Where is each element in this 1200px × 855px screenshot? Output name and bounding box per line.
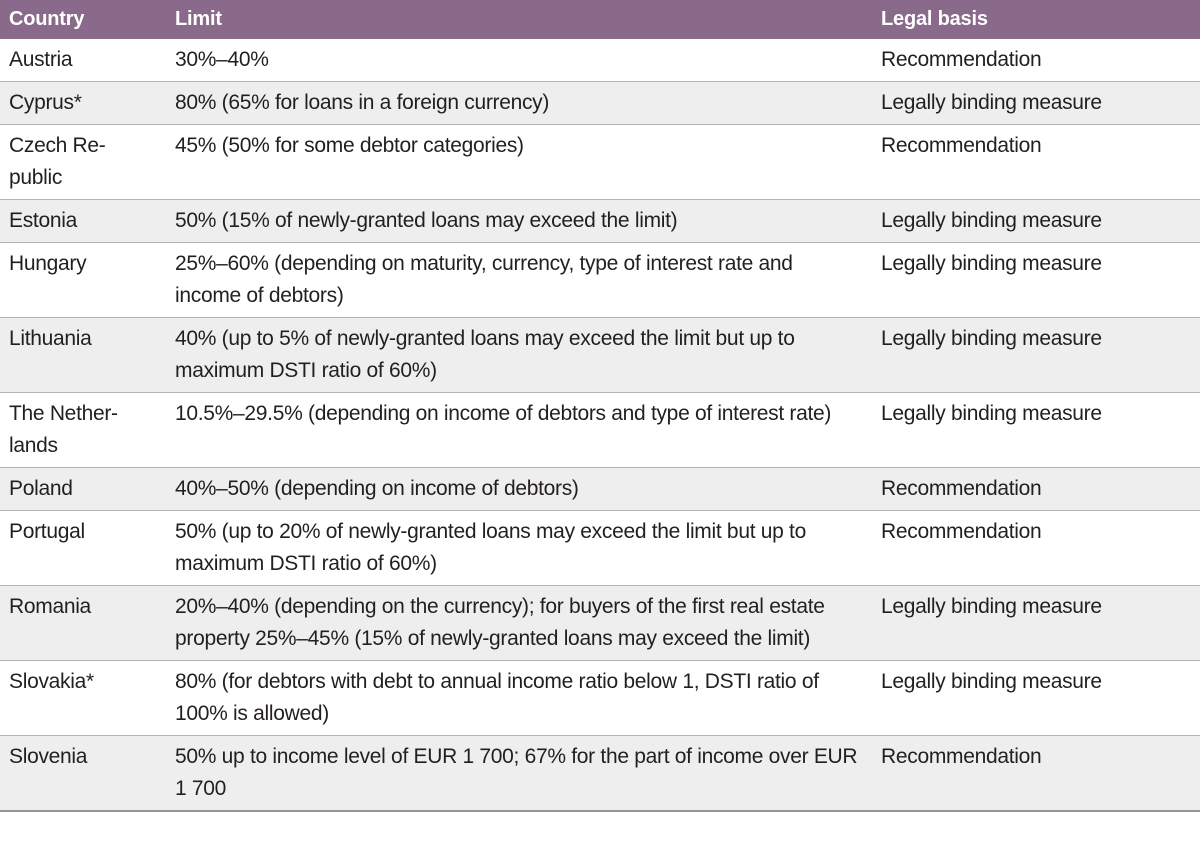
cell-legal-basis: Legally binding measure — [872, 586, 1200, 661]
cell-legal-basis: Recommendation — [872, 736, 1200, 812]
cell-limit: 80% (65% for loans in a foreign currency) — [166, 82, 872, 125]
cell-legal-basis: Recommendation — [872, 125, 1200, 200]
table-header — [0, 0, 1200, 39]
header-limit: Limit — [175, 8, 222, 30]
cell-country: Czech Re-public — [0, 125, 166, 200]
table-row — [0, 393, 1200, 468]
cell-limit: 50% (up to 20% of newly-granted loans may exceed the limit but up to maximum DSTI ratio of 60%) — [166, 511, 872, 586]
table-row — [0, 125, 1200, 200]
table-row — [0, 243, 1200, 318]
table-row — [0, 736, 1200, 812]
cell-country: Cyprus* — [0, 82, 166, 125]
cell-legal-basis: Recommendation — [872, 511, 1200, 586]
cell-country: Slovenia — [0, 736, 166, 812]
cell-legal-basis: Legally binding measure — [872, 200, 1200, 243]
cell-limit: 40%–50% (depending on income of debtors) — [166, 468, 872, 511]
cell-limit: 50% up to income level of EUR 1 700; 67% for the part of income over EUR 1 700 — [166, 736, 872, 812]
cell-limit: 10.5%–29.5% (depending on income of debtors and type of interest rate) — [166, 393, 872, 468]
cell-country: Hungary — [0, 243, 166, 318]
cell-limit: 30%–40% — [166, 39, 872, 82]
cell-legal-basis: Recommendation — [872, 468, 1200, 511]
cell-country: Austria — [0, 39, 166, 82]
cell-country: Lithuania — [0, 318, 166, 393]
cell-country: Poland — [0, 468, 166, 511]
header-country: Country — [9, 8, 85, 30]
cell-country: Romania — [0, 586, 166, 661]
cell-legal-basis: Legally binding measure — [872, 318, 1200, 393]
cell-legal-basis: Legally binding measure — [872, 661, 1200, 736]
cell-legal-basis: Recommendation — [872, 39, 1200, 82]
table-row — [0, 468, 1200, 511]
table-body — [0, 39, 1200, 811]
table-row — [0, 318, 1200, 393]
cell-country: Slovakia* — [0, 661, 166, 736]
cell-country: The Nether-lands — [0, 393, 166, 468]
header-row — [0, 0, 1200, 39]
table-row — [0, 586, 1200, 661]
table-row — [0, 661, 1200, 736]
cell-limit: 50% (15% of newly-granted loans may exceed the limit) — [166, 200, 872, 243]
cell-country: Estonia — [0, 200, 166, 243]
cell-legal-basis: Legally binding measure — [872, 243, 1200, 318]
header-legal-basis: Legal basis — [881, 8, 988, 30]
cell-legal-basis: Legally binding measure — [872, 82, 1200, 125]
cell-limit: 40% (up to 5% of newly-granted loans may exceed the limit but up to maximum DSTI ratio of 60%) — [166, 318, 872, 393]
cell-limit: 25%–60% (depending on maturity, currency, type of interest rate and income of debtors) — [166, 243, 872, 318]
table-row — [0, 39, 1200, 82]
cell-limit: 45% (50% for some debtor categories) — [166, 125, 872, 200]
table-row — [0, 82, 1200, 125]
cell-legal-basis: Legally binding measure — [872, 393, 1200, 468]
cell-country: Portugal — [0, 511, 166, 586]
cell-limit: 80% (for debtors with debt to annual income ratio below 1, DSTI ratio of 100% is allowed) — [166, 661, 872, 736]
table-row — [0, 511, 1200, 586]
cell-limit: 20%–40% (depending on the currency); for buyers of the first real estate property 25%–45% (15% of newly-granted loans may exceed the limit) — [166, 586, 872, 661]
table-row — [0, 200, 1200, 243]
